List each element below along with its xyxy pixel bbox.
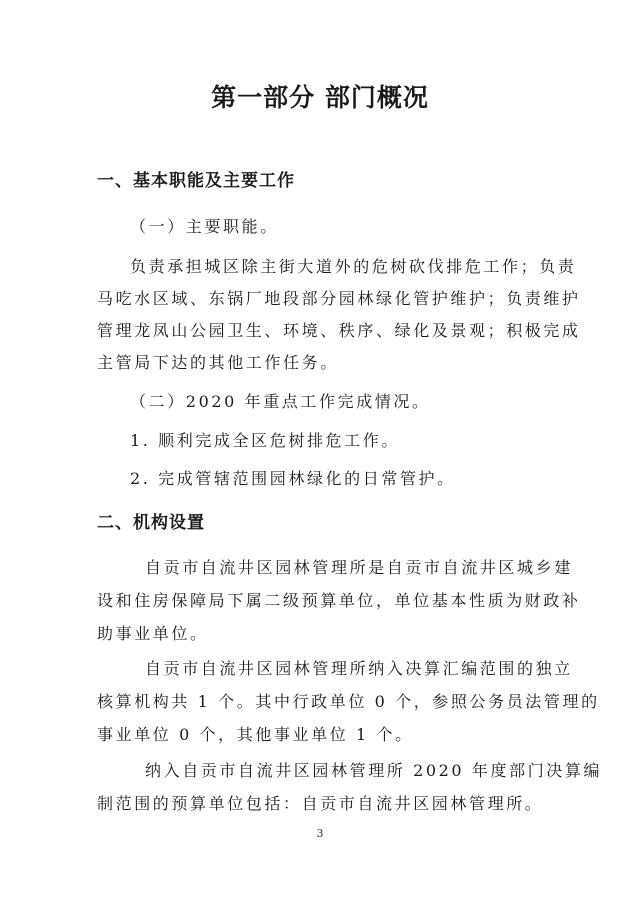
subheading-key-work: （二）2020 年重点工作完成情况。 — [130, 392, 431, 411]
paragraph-line: 制范围的预算单位包括：自贡市自流井区园林管理所。 — [97, 794, 544, 813]
paragraph-line: 核算机构共 1 个。其中行政单位 0 个，参照公务员法管理的 — [97, 692, 600, 711]
list-item: 1. 顺利完成全区危树排危工作。 — [130, 431, 400, 450]
list-item: 2. 完成管辖范围园林绿化的日常管护。 — [130, 469, 456, 488]
paragraph-line: 助事业单位。 — [97, 624, 209, 643]
paragraph-line: 自贡市自流井区园林管理所是自贡市自流井区城乡建 — [145, 558, 573, 577]
paragraph-line: 负责承担城区除主街大道外的危树砍伐排危工作；负责 — [130, 257, 577, 276]
paragraph-line: 主管局下达的其他工作任务。 — [97, 353, 339, 372]
page-number: 3 — [316, 827, 324, 840]
paragraph-line: 管理龙凤山公园卫生、环境、秩序、绿化及景观；积极完成 — [97, 321, 581, 340]
paragraph-line: 马吃水区域、东锅厂地段部分园林绿化管护维护；负责维护 — [97, 289, 581, 308]
paragraph-line: 事业单位 0 个，其他事业单位 1 个。 — [97, 725, 414, 744]
paragraph-line: 设和住房保障局下属二级预算单位，单位基本性质为财政补 — [97, 591, 581, 610]
paragraph-line: 纳入自贡市自流井区园林管理所 2020 年度部门决算编 — [145, 761, 603, 780]
paragraph-line: 自贡市自流井区园林管理所纳入决算汇编范围的独立 — [145, 659, 573, 678]
section-heading-basic-functions: 一、基本职能及主要工作 — [97, 171, 295, 191]
subheading-main-functions: （一）主要职能。 — [130, 217, 279, 236]
section-heading-organization: 二、机构设置 — [97, 513, 205, 533]
page-title: 第一部分 部门概况 — [211, 83, 429, 112]
